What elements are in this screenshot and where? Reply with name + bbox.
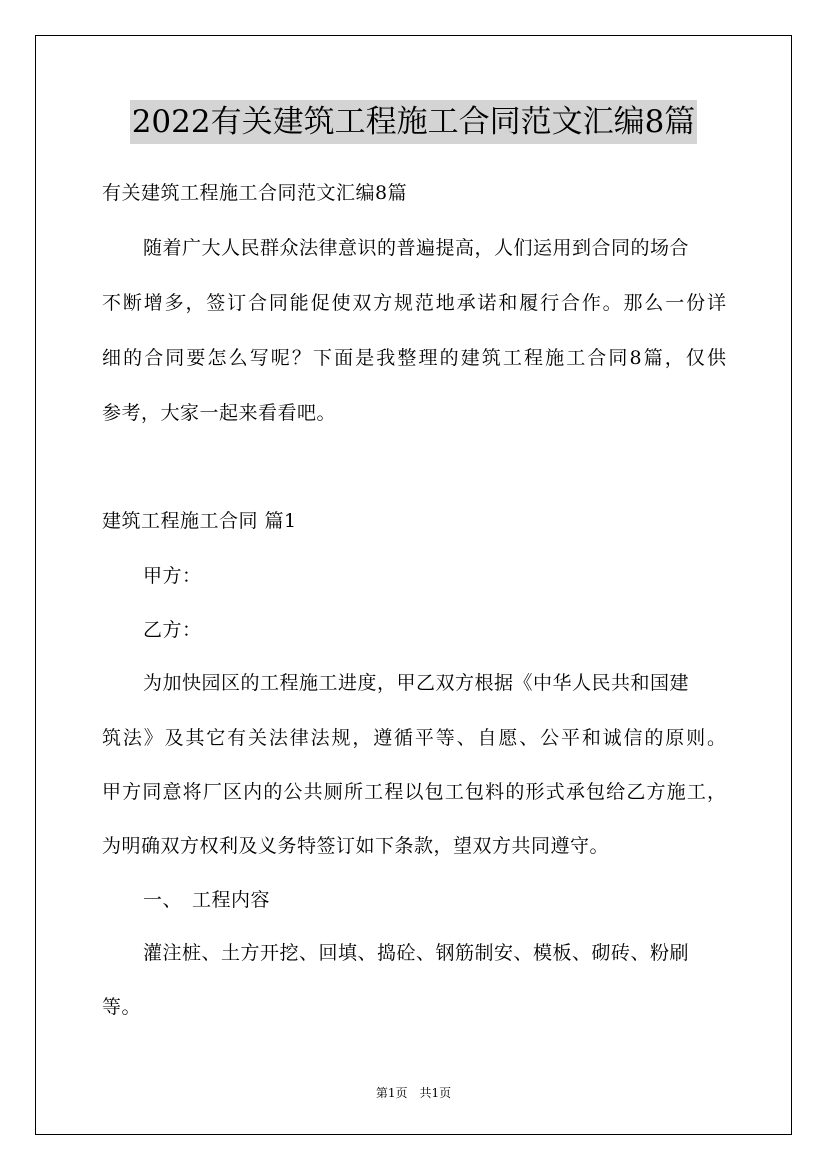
body-line-3: 甲方同意将厂区内的公共厕所工程以包工包料的形式承包给乙方施工， (102, 781, 726, 803)
body-line-1: 为加快园区的工程施工进度，甲乙双方根据《中华人民共和国建 (143, 672, 690, 694)
intro-line-2: 不断增多，签订合同能促使双方规范地承诺和履行合作。那么一份详 (102, 292, 726, 314)
intro-line-4: 参考，大家一起来看看吧。 (102, 402, 337, 424)
party-a-label: 甲方： (143, 565, 202, 587)
section-heading: 建筑工程施工合同 篇1 (102, 510, 297, 532)
title-container (0, 100, 827, 144)
party-b-label: 乙方： (143, 619, 202, 641)
body-line-4: 为明确双方权利及义务特签订如下条款，望双方共同遵守。 (102, 835, 610, 857)
item-one-line-2: 等。 (102, 996, 142, 1018)
intro-line-1: 随着广大人民群众法律意识的普遍提高，人们运用到合同的场合 (143, 237, 690, 259)
body-line-2: 筑法》及其它有关法律法规，遵循平等、自愿、公平和诚信的原则。 (102, 727, 726, 749)
page-footer: 第1页 共1页 (375, 1086, 452, 1100)
item-one-line-1: 灌注桩、土方开挖、回填、捣砼、钢筋制安、模板、砌砖、粉刷 (143, 942, 690, 964)
intro-line-3: 细的合同要怎么写呢？下面是我整理的建筑工程施工合同8篇，仅供 (102, 347, 726, 369)
item-one-heading: 一、 工程内容 (143, 889, 271, 911)
document-title: 2022有关建筑工程施工合同范文汇编8篇 (130, 100, 698, 144)
document-subtitle: 有关建筑工程施工合同范文汇编8篇 (102, 182, 408, 204)
